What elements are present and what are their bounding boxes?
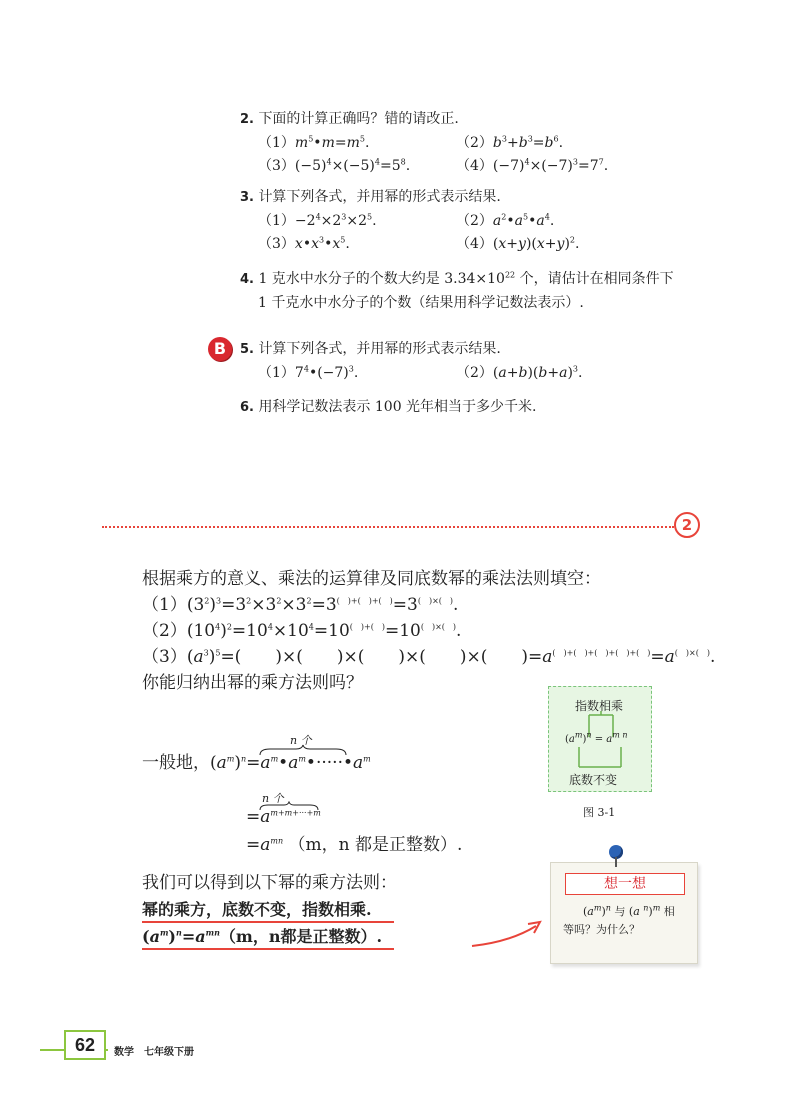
general-line-2: $=a^{m+m+\cdot\cdot\cdot+m}$ — [246, 807, 321, 827]
fill-line-3: $(3)(a^3)^5=$( )×( )×( )×( )×( )=a( )+( )+( )+( )+( )=a( )×( ). — [142, 647, 716, 667]
item-label: （1） — [258, 135, 295, 151]
exercise-3-item-3: $(3)x•x^3•x^5$. — [258, 235, 350, 252]
exponent: 22 — [504, 270, 516, 280]
figure-top-label: 指数相乘 — [575, 699, 624, 713]
exercise-number: 3. — [240, 190, 254, 205]
exercise-text: 计算下列各式，并用幂的形式表示结果. — [258, 189, 501, 205]
exercise-number: 5. — [240, 342, 254, 357]
item-label: （3） — [142, 647, 187, 667]
intro-text: 根据乘方的意义、乘法的运算律及同底数幂的乘法法则填空： — [142, 569, 601, 589]
exercise-5-prompt — [240, 340, 501, 359]
exercise-4-line-2 — [258, 294, 584, 312]
power-rule-formula: $(a^m)^n=a^{mn}(m$，n都是正整数）. — [142, 926, 394, 950]
item-label: （2） — [456, 365, 493, 381]
item-label: （1） — [142, 595, 187, 615]
book-title: 数学 七年级下册 — [114, 1047, 194, 1058]
exercise-2-item-3: $(3)(-5)^4\times(-5)^4=5^8$. — [258, 157, 411, 174]
n-count-label-1: n 个 — [290, 734, 312, 747]
exercise-3-item-1: $(1)-2^4\times 2^3\times 2^5$. — [258, 212, 377, 229]
exercise-3-item-2: $(2)a^2•a^5•a^4$. — [456, 212, 555, 229]
section-divider — [102, 526, 674, 528]
think-body-line-1: $(a^m)^n$ 与 (a $^n$)$^m$ 相 — [583, 903, 675, 918]
item-label: （3） — [258, 158, 295, 174]
item-label: （4） — [456, 158, 493, 174]
think-text: 相 — [660, 905, 675, 918]
exercise-number: 4. — [240, 272, 254, 287]
exercise-5-item-2: $(2)(a+b)(b+a)^3$. — [456, 364, 583, 381]
think-body-line-2: 等吗？为什么？ — [563, 923, 640, 936]
item-label: （1） — [258, 213, 295, 229]
exercise-text: 1 千克水中水分子的个数（结果用科学记数法表示）. — [258, 295, 584, 311]
item-label: （4） — [456, 236, 493, 252]
exercise-2-item-1: $(1)m^5•m=m^5$. — [258, 134, 370, 151]
item-label: （2） — [142, 621, 187, 641]
figure-caption: 图 3-1 — [583, 806, 616, 819]
rule-text: 幂的乘方，底数不变，指数相乘. — [142, 900, 372, 919]
n-count-label-2: n 个 — [262, 792, 284, 805]
exercise-number: 6. — [240, 400, 254, 415]
section-number-badge: 2 — [674, 512, 700, 538]
exercise-2-item-4: $(4)(-7)^4\times(-7)^3=7^7$. — [456, 157, 609, 174]
item-label: （3） — [258, 236, 295, 252]
general-line-1: 一般地，$(a^m)^n=a^m•a^m•\cdot\cdot\cdot\cdot\cdot•a^m$ — [142, 753, 371, 773]
exercise-2-prompt — [240, 110, 459, 129]
fill-line-1: $(1)(3^2)^3=3^2\times 3^2\times 3^2=3^{( )+( )+( )}=3^{( )\times( )}$. — [142, 595, 459, 615]
item-label: （2） — [456, 135, 493, 151]
conclude-text: 我们可以得到以下幂的乘方法则： — [142, 873, 397, 893]
exercise-4-line-1 — [240, 270, 674, 289]
level-b-icon: B — [208, 337, 232, 361]
think-note — [550, 862, 698, 964]
exercise-6-prompt — [240, 398, 537, 417]
rule-condition: （m，n都是正整数）. — [219, 927, 383, 946]
exercise-text: 个，请估计在相同条件下 — [515, 271, 674, 287]
power-rule-statement — [142, 899, 394, 923]
condition-text: （m，n 都是正整数）. — [288, 835, 463, 855]
item-label: （2） — [456, 213, 493, 229]
exercise-text: 1 克水中水分子的个数大约是 3.34×10 — [258, 271, 505, 287]
fill-line-2: $(2)(10^4)^2=10^4\times 10^4=10^{( )+( )}=10^{( )\times( )}$. — [142, 621, 462, 641]
figure-bottom-label: 底数不变 — [569, 773, 618, 787]
item-label: （1） — [258, 365, 295, 381]
pin-needle — [615, 857, 617, 867]
exercise-text: 用科学记数法表示 100 光年相当于多少千米. — [258, 399, 537, 415]
figure-3-1 — [548, 686, 652, 792]
general-prefix: 一般地， — [142, 753, 210, 773]
arrow-icon — [470, 916, 550, 950]
think-title: 想一想 — [565, 873, 685, 895]
question-text: 你能归纳出幂的乘方法则吗？ — [142, 673, 363, 693]
think-text: 与 — [610, 905, 629, 918]
exercise-number: 2. — [240, 112, 254, 127]
exercise-3-prompt — [240, 188, 501, 207]
exercise-2-item-2: $(2)b^3+b^3=b^6$. — [456, 134, 564, 151]
figure-formula: $(a^m)^n = a^{m n}$ — [565, 730, 628, 745]
exercise-3-item-4: $(4)(x+y)(x+y)^2$. — [456, 235, 580, 252]
exercise-text: 计算下列各式，并用幂的形式表示结果. — [258, 341, 501, 357]
general-line-3: $=a^{mn}$ （m，n 都是正整数）. — [246, 835, 463, 855]
exercise-5-item-1: $(1)7^4•(-7)^3$. — [258, 364, 359, 381]
exercise-text: 下面的计算正确吗？错的请改正. — [258, 111, 459, 127]
page-number: 62 — [64, 1030, 106, 1060]
